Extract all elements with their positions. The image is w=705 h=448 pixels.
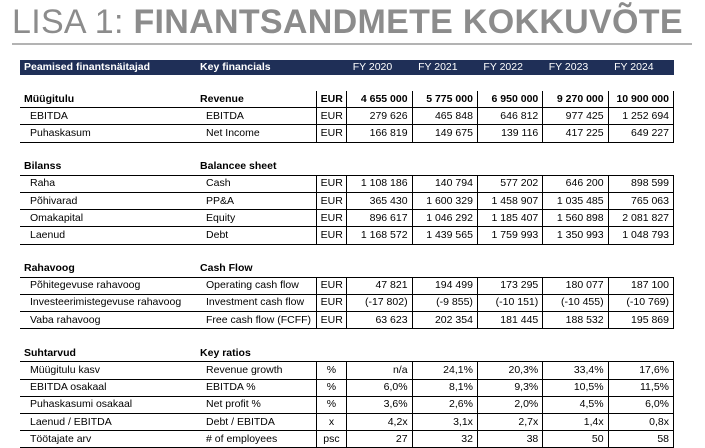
row-value: 2,6% [412, 396, 477, 413]
section-title-en: Cash Flow [196, 261, 316, 278]
row-value: 17,6% [608, 362, 673, 379]
row-value: 2 081 827 [608, 210, 673, 227]
row-value: 32 [412, 431, 477, 448]
section-title-en: Balancee sheet [196, 159, 316, 176]
row-value: 2,7x [477, 414, 542, 431]
row-label-et: Müügitulu kasv [20, 362, 196, 379]
row-label-en: Investment cash flow [196, 294, 316, 311]
spacer-row [20, 75, 674, 91]
spacer-row [20, 244, 674, 261]
row-unit: % [316, 379, 347, 396]
row-value: 649 227 [608, 125, 673, 142]
spacer-row [20, 329, 674, 346]
row-value: 1 458 907 [477, 192, 542, 209]
row-label-et: EBITDA [20, 108, 196, 125]
header-year: FY 2021 [412, 60, 477, 75]
row-label-en: Debt [196, 227, 316, 244]
row-label-et: Laenud [20, 227, 196, 244]
table-row [20, 396, 674, 413]
table-row [20, 362, 674, 379]
table-row [20, 379, 674, 396]
row-value: 4 655 000 [347, 91, 412, 108]
row-value: 11,5% [608, 379, 673, 396]
table-row-revenue [20, 91, 674, 108]
table-row-ebitda [20, 108, 674, 125]
row-unit: EUR [316, 294, 347, 311]
row-value: 187 100 [608, 277, 673, 294]
row-value: 58 [608, 431, 673, 448]
row-value: 898 599 [608, 175, 673, 192]
header-col-unit [316, 60, 347, 75]
table-row [20, 414, 674, 431]
table-row [20, 210, 674, 227]
row-value: 977 425 [543, 108, 608, 125]
row-value: 6,0% [608, 396, 673, 413]
row-value: n/a [347, 362, 412, 379]
row-value: 38 [477, 431, 542, 448]
row-value: (-10 455) [543, 294, 608, 311]
table-row [20, 312, 674, 329]
section-header-balance-sheet [20, 159, 674, 176]
row-value: 3,1x [412, 414, 477, 431]
row-unit: psc [316, 431, 347, 448]
row-value: 0,8x [608, 414, 673, 431]
table-row [20, 277, 674, 294]
row-value: 1 168 572 [347, 227, 412, 244]
header-col-et: Peamised finantsnäitajad [20, 60, 196, 75]
row-value: 20,3% [477, 362, 542, 379]
row-value: 9 270 000 [543, 91, 608, 108]
row-label-en: Operating cash flow [196, 277, 316, 294]
row-value: (-10 151) [477, 294, 542, 311]
row-value: 577 202 [477, 175, 542, 192]
row-value: 24,1% [412, 362, 477, 379]
row-value: 63 623 [347, 312, 412, 329]
row-label-et: Laenud / EBITDA [20, 414, 196, 431]
row-value: 6 950 000 [477, 91, 542, 108]
balance-sheet-rows [20, 175, 674, 244]
row-value: 194 499 [412, 277, 477, 294]
row-value: 173 295 [477, 277, 542, 294]
header-col-en: Key financials [196, 60, 316, 75]
row-value: 1 108 186 [347, 175, 412, 192]
row-value: 279 626 [347, 108, 412, 125]
row-value: 10,5% [543, 379, 608, 396]
row-label-et: Töötajate arv [20, 431, 196, 448]
row-value: 27 [347, 431, 412, 448]
row-label-et: Vaba rahavoog [20, 312, 196, 329]
table-row [20, 294, 674, 311]
row-value: 1 560 898 [543, 210, 608, 227]
table-row [20, 192, 674, 209]
row-label-en: PP&A [196, 192, 316, 209]
section-title-et: Bilanss [20, 159, 196, 176]
row-value: 1 185 407 [477, 210, 542, 227]
row-label-et: Puhaskasum [20, 125, 196, 142]
row-value: 195 869 [608, 312, 673, 329]
table-row [20, 227, 674, 244]
row-value: 365 430 [347, 192, 412, 209]
section-title-et: Rahavoog [20, 261, 196, 278]
section-title-et: Suhtarvud [20, 345, 196, 362]
row-value: 9,3% [477, 379, 542, 396]
row-value: 4,2x [347, 414, 412, 431]
row-value: 140 794 [412, 175, 477, 192]
row-value: 1 600 329 [412, 192, 477, 209]
row-value: (-10 769) [608, 294, 673, 311]
table-row [20, 175, 674, 192]
row-value: 6,0% [347, 379, 412, 396]
row-label-et: Investeerimistegevuse rahavoog [20, 294, 196, 311]
key-ratios-rows [20, 362, 674, 448]
row-value: 1 046 292 [412, 210, 477, 227]
row-label-en: Cash [196, 175, 316, 192]
row-label-et: Puhaskasumi osakaal [20, 396, 196, 413]
row-label-et: Raha [20, 175, 196, 192]
row-label-en: Free cash flow (FCFF) [196, 312, 316, 329]
row-label-et: Põhivarad [20, 192, 196, 209]
row-unit: EUR [316, 91, 347, 108]
row-unit: EUR [316, 277, 347, 294]
row-value: 149 675 [412, 125, 477, 142]
row-value: 3,6% [347, 396, 412, 413]
row-unit: EUR [316, 210, 347, 227]
table-row-net-income [20, 125, 674, 142]
row-value: 417 225 [543, 125, 608, 142]
row-label-en: EBITDA % [196, 379, 316, 396]
row-label-et: Omakapital [20, 210, 196, 227]
row-unit: % [316, 396, 347, 413]
row-unit: EUR [316, 227, 347, 244]
row-value: 166 819 [347, 125, 412, 142]
financials-table [20, 60, 674, 448]
section-header-cash-flow [20, 261, 674, 278]
row-value: 188 532 [543, 312, 608, 329]
row-value: 765 063 [608, 192, 673, 209]
row-value: 4,5% [543, 396, 608, 413]
header-year: FY 2024 [608, 60, 673, 75]
row-label-en: Equity [196, 210, 316, 227]
row-label-en: Revenue growth [196, 362, 316, 379]
page-title-prefix: LISA 1: [12, 3, 134, 41]
row-label-en: EBITDA [196, 108, 316, 125]
table-row [20, 431, 674, 448]
row-label-en: Net profit % [196, 396, 316, 413]
row-unit: % [316, 362, 347, 379]
row-label-en: Revenue [196, 91, 316, 108]
row-unit: x [316, 414, 347, 431]
row-value: 5 775 000 [412, 91, 477, 108]
row-value: 896 617 [347, 210, 412, 227]
section-title-en: Key ratios [196, 345, 316, 362]
row-label-et: Müügitulu [20, 91, 196, 108]
row-value: 1 759 993 [477, 227, 542, 244]
row-label-en: Debt / EBITDA [196, 414, 316, 431]
header-year: FY 2020 [347, 60, 412, 75]
row-value: 47 821 [347, 277, 412, 294]
row-unit: EUR [316, 125, 347, 142]
header-year: FY 2022 [477, 60, 542, 75]
row-unit: EUR [316, 192, 347, 209]
row-label-en: # of employees [196, 431, 316, 448]
row-value: (-9 855) [412, 294, 477, 311]
row-value: 1 252 694 [608, 108, 673, 125]
row-unit: EUR [316, 312, 347, 329]
table-header-row [20, 60, 674, 75]
row-value: 1,4x [543, 414, 608, 431]
row-value: 202 354 [412, 312, 477, 329]
row-unit: EUR [316, 108, 347, 125]
spacer-row [20, 142, 674, 159]
row-value: 33,4% [543, 362, 608, 379]
row-label-en: Net Income [196, 125, 316, 142]
page-title [12, 2, 683, 42]
section-header-key-ratios [20, 345, 674, 362]
row-value: 646 812 [477, 108, 542, 125]
row-value: 1 350 993 [543, 227, 608, 244]
row-value: 1 035 485 [543, 192, 608, 209]
row-value: 10 900 000 [608, 91, 673, 108]
row-value: 2,0% [477, 396, 542, 413]
row-value: 180 077 [543, 277, 608, 294]
row-unit: EUR [316, 175, 347, 192]
row-value: (-17 802) [347, 294, 412, 311]
page-title-main: FINANTSANDMETE KOKKUVÕTE [133, 3, 683, 41]
row-value: 181 445 [477, 312, 542, 329]
row-label-et: EBITDA osakaal [20, 379, 196, 396]
row-value: 646 200 [543, 175, 608, 192]
row-value: 8,1% [412, 379, 477, 396]
row-value: 1 439 565 [412, 227, 477, 244]
row-value: 50 [543, 431, 608, 448]
row-value: 465 848 [412, 108, 477, 125]
row-value: 1 048 793 [608, 227, 673, 244]
row-value: 139 116 [477, 125, 542, 142]
row-label-et: Põhitegevuse rahavoog [20, 277, 196, 294]
header-year: FY 2023 [543, 60, 608, 75]
cash-flow-rows [20, 277, 674, 329]
title-divider [12, 43, 692, 45]
